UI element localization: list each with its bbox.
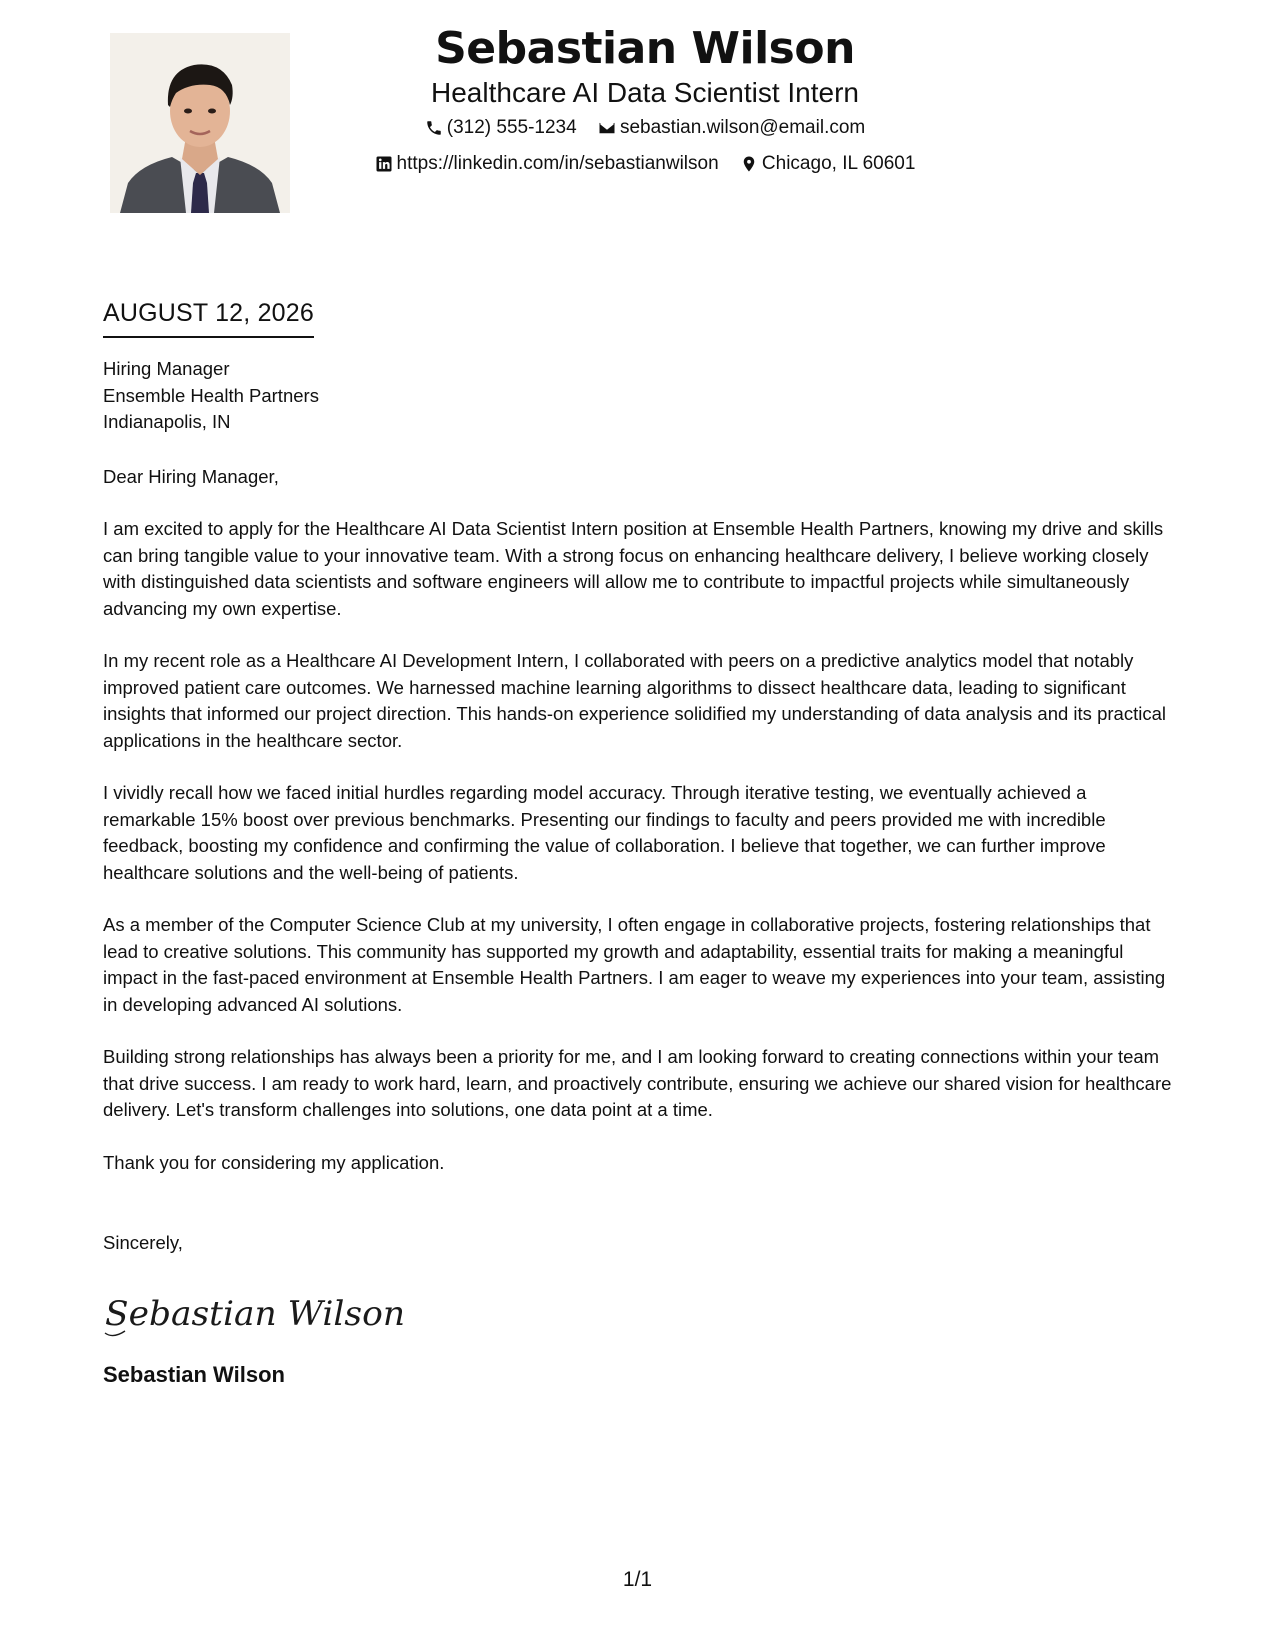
phone-text: (312) 555-1234 (446, 117, 577, 138)
letter-body (103, 296, 1178, 1389)
recipient-line: Ensemble Health Partners (103, 384, 319, 406)
recipient-block (103, 356, 1178, 436)
linkedin-icon (375, 155, 393, 173)
body-paragraph: Building strong relationships has always been a priority for me, and I am looking forward to creating connections within your team that drive success. I am ready to work hard, learn, and proactively contribute, ensuring we achieve our shared vision for healthcare delivery. Let's transform challenges into solutions, one data point at a time. (103, 1046, 1172, 1120)
letter-date: AUGUST 12, 2026 (103, 296, 314, 338)
contact-location (740, 152, 916, 176)
thank-you-line: Thank you for considering my application. (103, 1151, 445, 1173)
envelope-icon (598, 119, 616, 137)
salutation: Dear Hiring Manager, (103, 465, 279, 487)
applicant-name: Sebastian Wilson (435, 23, 855, 74)
svg-text:Sebastian Wilson: Sebastian Wilson (105, 1293, 405, 1334)
body-paragraph: In my recent role as a Healthcare AI Development Intern, I collaborated with peers on a predictive analytics model that notably improved patient care outcomes. We harnessed machine learning algorithms to dissect healthcare data, leading to significant insights that informed our project direction. This hands-on experience solidified my understanding of data analysis and its practical applications in the healthcare sector. (103, 650, 1166, 751)
recipient-line: Indianapolis, IN (103, 411, 231, 432)
body-paragraph: As a member of the Computer Science Club at my university, I often engage in collaborative projects, fostering relationships that lead to creative solutions. This community has supported my growth and adaptability, essential traits for making a meaningful impact in the fast-paced environment at Ensemble Health Partners. I am eager to weave my experiences into your team, assisting in developing advanced AI solutions. (103, 914, 1166, 1015)
page-number: 1/1 (622, 1568, 653, 1591)
handwritten-signature (103, 1283, 423, 1343)
contact-linkedin[interactable] (375, 152, 719, 176)
location-text: Chicago, IL 60601 (761, 153, 916, 174)
body-paragraph: I am excited to apply for the Healthcare AI Data Scientist Intern position at Ensemble Health Partners, knowing my drive and skills can bring tangible value to your innovative team. With a strong focus on enhancing healthcare delivery, I believe working closely with distinguished data scientists and software engineers will allow me to contribute to impactful projects while simultaneously advancing my own expertise. (103, 518, 1164, 619)
contact-row-secondary (330, 152, 960, 180)
map-pin-icon (740, 155, 758, 173)
contact-row-primary (330, 116, 960, 144)
profile-photo (110, 33, 290, 213)
letter-header (330, 22, 960, 180)
linkedin-text[interactable]: https://linkedin.com/in/sebastianwilson (396, 153, 719, 174)
email-text[interactable]: sebastian.wilson@email.com (619, 117, 866, 138)
signed-name: Sebastian Wilson (103, 1361, 285, 1387)
phone-icon (425, 119, 443, 137)
body-paragraph: I vividly recall how we faced initial hurdles regarding model accuracy. Through iterative testing, we eventually achieved a remarkable 15% boost over previous benchmarks. Presenting our findings to faculty and peers provided me with incredible feedback, boosting my confidence and confirming the value of collaboration. I believe that together, we can further improve healthcare solutions and the well-being of patients. (103, 782, 1106, 883)
contact-email[interactable] (598, 116, 865, 140)
contact-phone (425, 116, 577, 140)
closing: Sincerely, (103, 1232, 183, 1253)
job-title: Healthcare AI Data Scientist Intern (431, 77, 859, 108)
recipient-line: Hiring Manager (103, 358, 230, 379)
